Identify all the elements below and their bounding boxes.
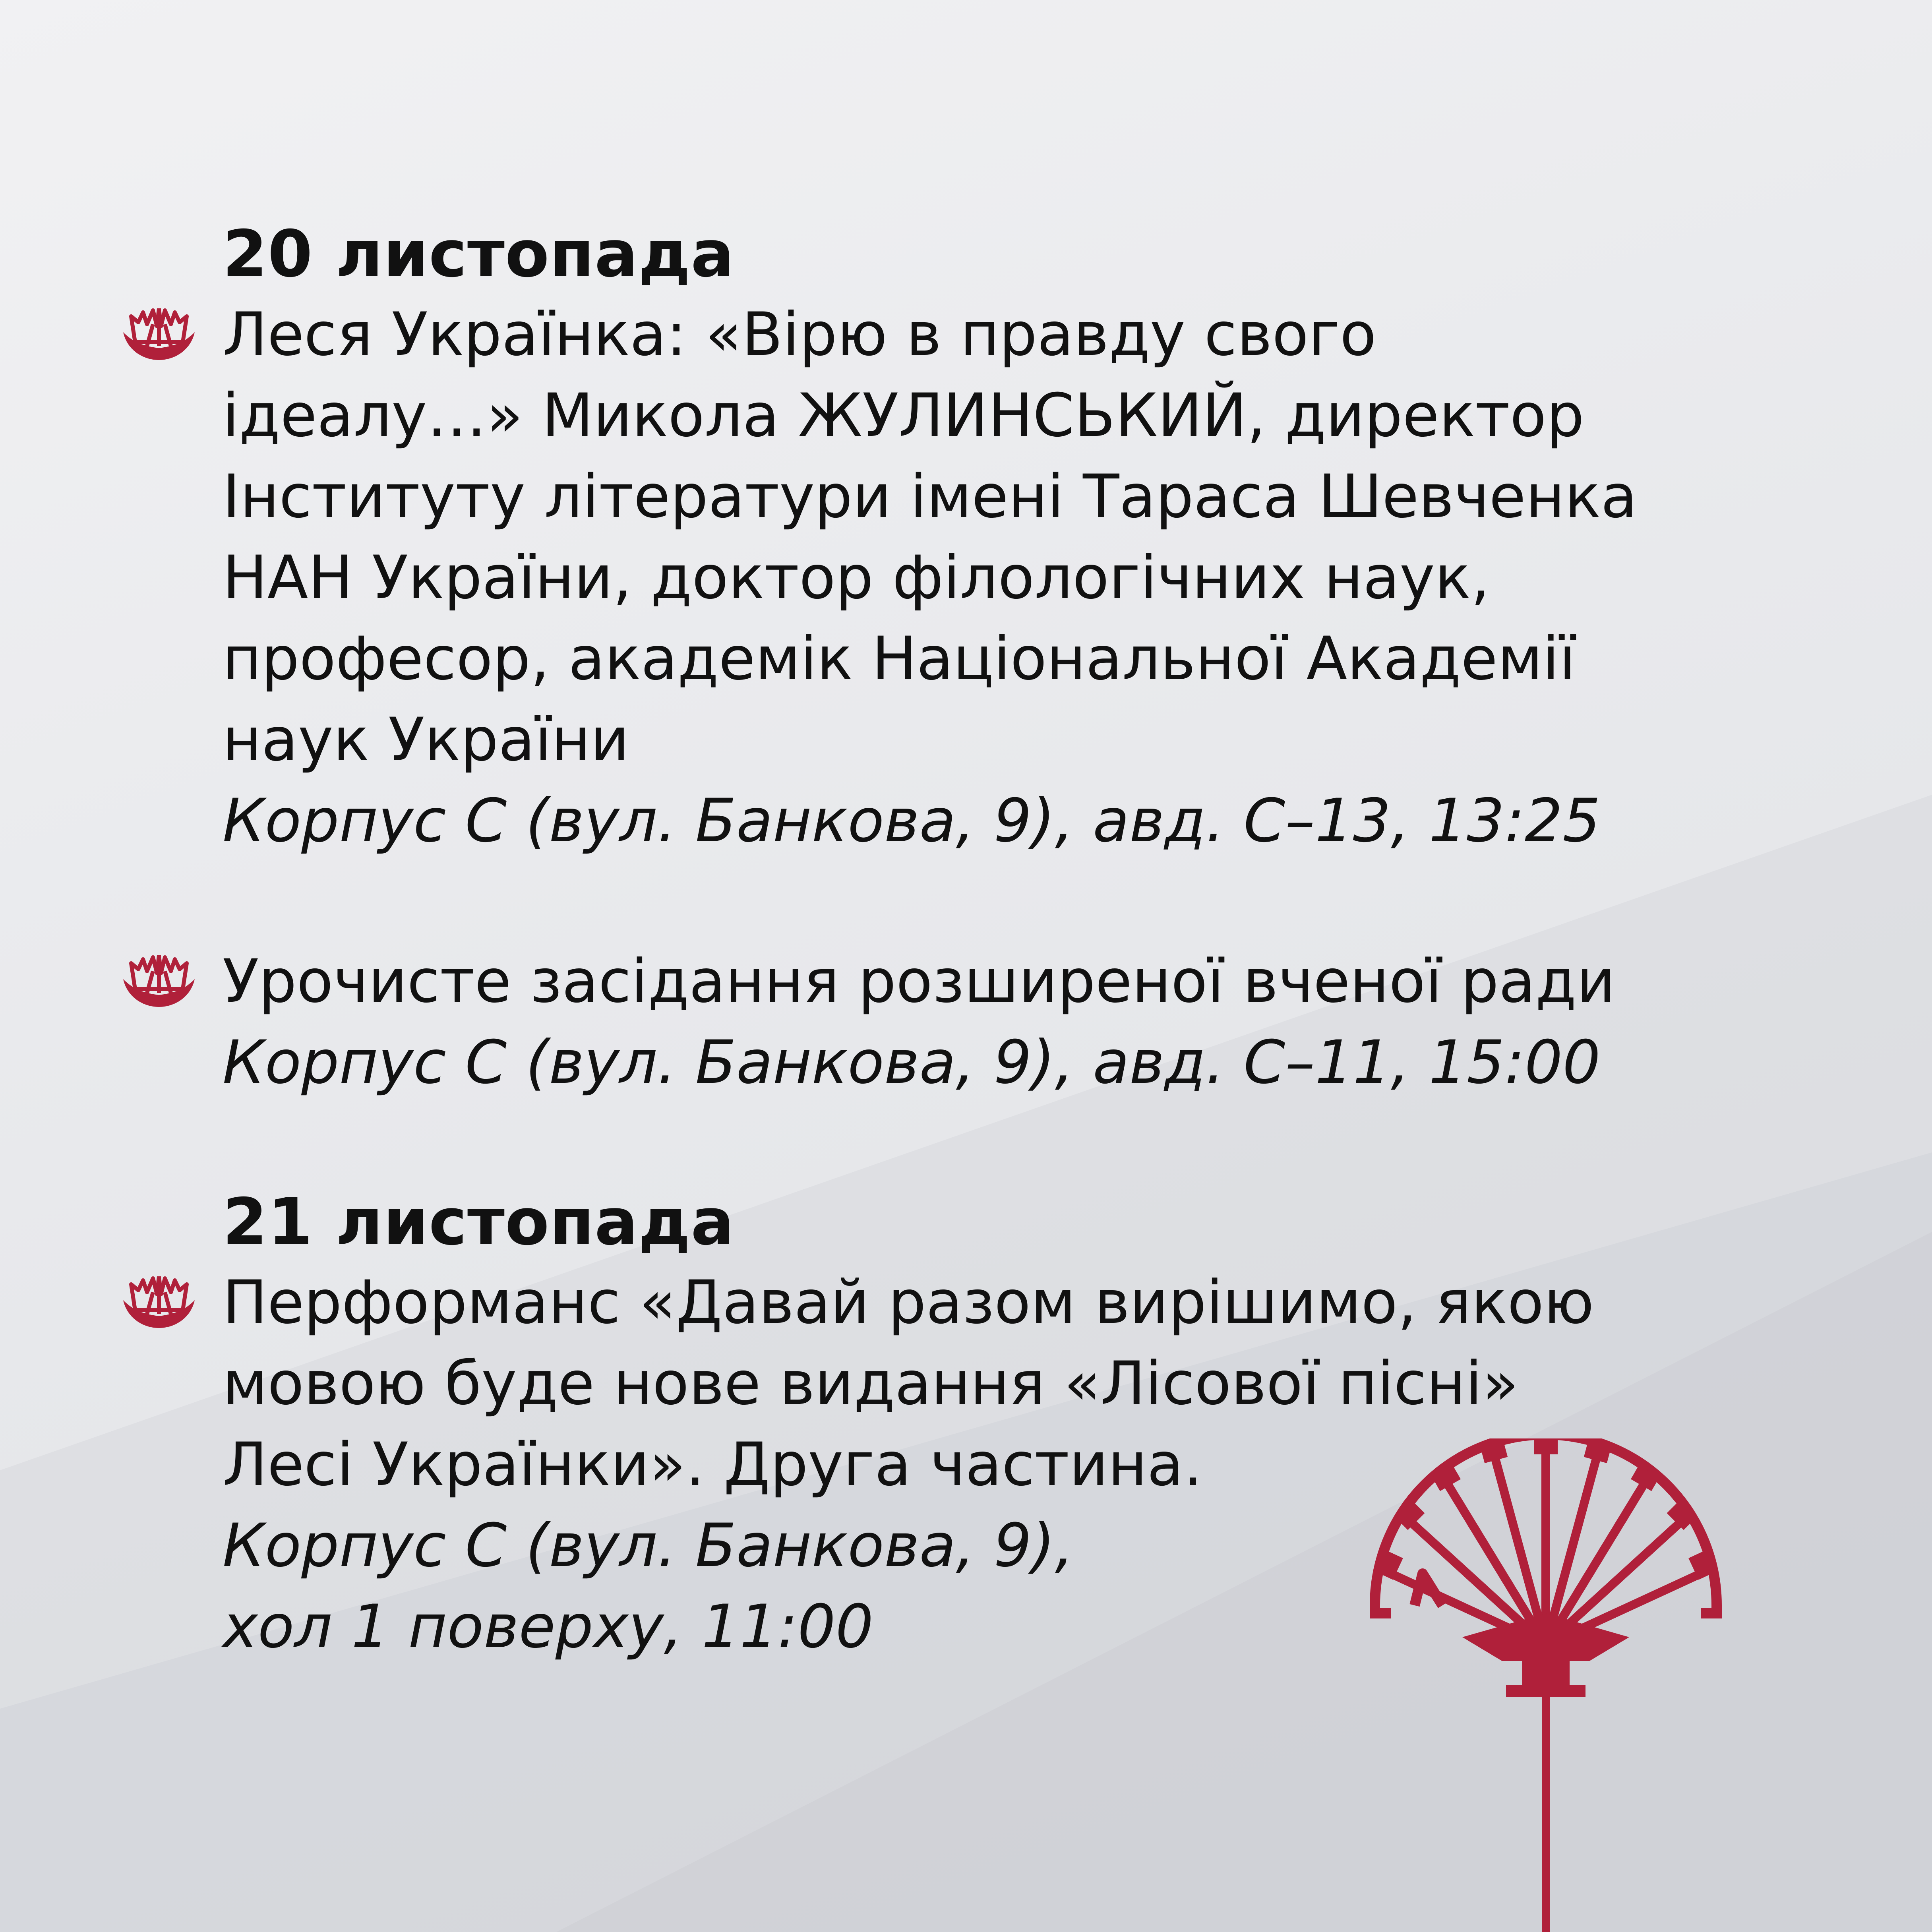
event-location: Корпус С (вул. Банкова, 9), авд. С–11, 15:00 [223, 1028, 1601, 1097]
event-title-line: НАН України, доктор філологічних наук, [223, 543, 1490, 612]
event-title-line: мовою буде нове видання «Лісової пісні» [223, 1349, 1519, 1418]
event-location: хол 1 поверху, 11:00 [223, 1592, 874, 1661]
day-heading-21-november: 21 листопада [223, 1185, 735, 1260]
event-lesia-lecture [223, 294, 1812, 861]
event-title-line: Лесі Українки». Друга частина. [223, 1430, 1203, 1499]
event-title-line: Інституту літератури імені Тараса Шевченка [223, 462, 1638, 531]
event-title-line: Урочисте засідання розширеної вченої ради [223, 947, 1615, 1016]
fan-flower-emblem-icon [1367, 1438, 1725, 1932]
event-location: Корпус С (вул. Банкова, 9), [223, 1511, 1074, 1580]
event-title-line: Перформанс «Давай разом вирішимо, якою [223, 1268, 1594, 1337]
event-title-line: ідеалу…» Микола ЖУЛИНСЬКИЙ, директор [223, 381, 1584, 450]
event-title-line: професор, академік Національної Академії [223, 624, 1576, 693]
lotus-bullet-icon [119, 955, 199, 1011]
event-academic-council [223, 941, 1812, 1103]
event-location: Корпус С (вул. Банкова, 9), авд. С–13, 13:25 [223, 786, 1601, 856]
day-heading-20-november: 20 листопада [223, 217, 735, 292]
event-title-line: Леся Українка: «Вірю в правду свого [223, 300, 1376, 369]
lotus-bullet-icon [119, 1276, 199, 1332]
event-title-line: наук України [223, 705, 629, 774]
lotus-bullet-icon [119, 308, 199, 364]
